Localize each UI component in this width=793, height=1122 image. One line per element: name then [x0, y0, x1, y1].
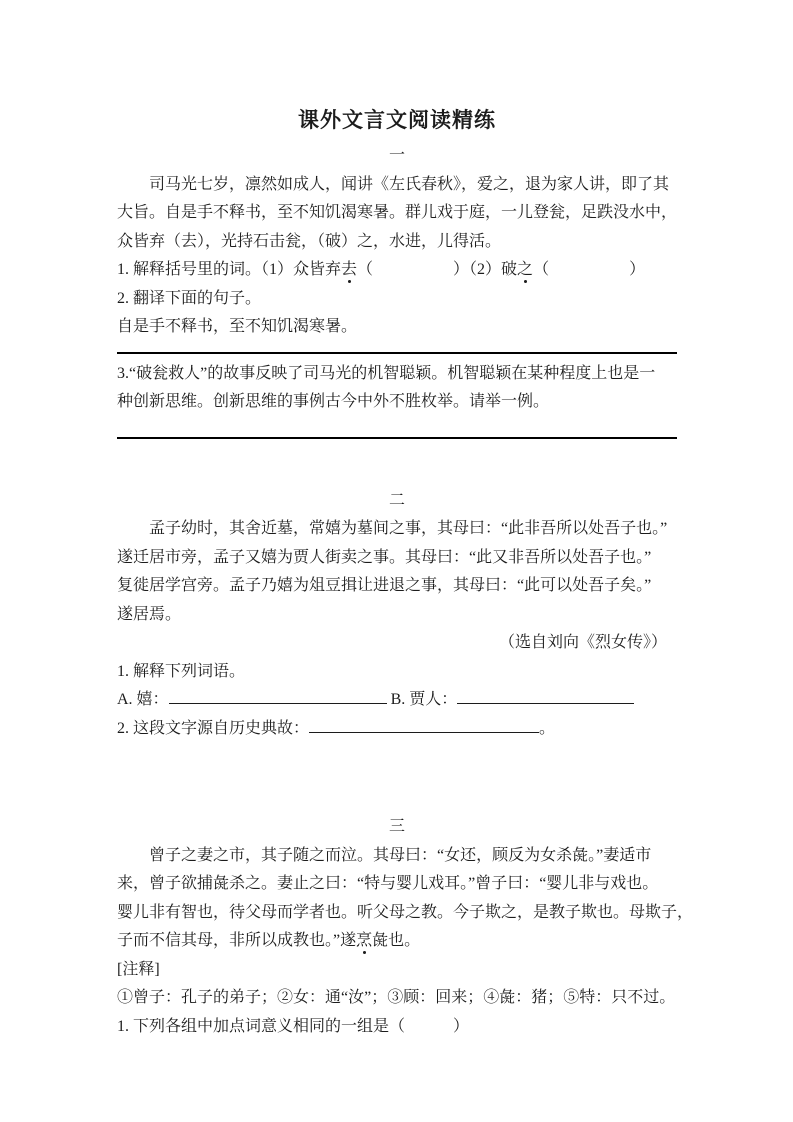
question-text: （ ）（2）破 — [357, 261, 518, 278]
paragraph-line: 遂居焉。 — [117, 605, 182, 623]
question-line: 种创新思维。创新思维的事例古今中外不胜枚举。请举一例。 — [117, 393, 550, 410]
blank-label-b: B. 贾人： — [390, 691, 458, 708]
section-one-marker: 一 — [388, 147, 405, 164]
paragraph-text: 子而不信其母，非所以成教也。”遂 — [117, 932, 357, 949]
page-title: 课外文言文阅读精练 — [298, 108, 496, 132]
sentence-to-translate: 自是手不释书，至不知饥渴寒暑。 — [117, 318, 358, 335]
question-line-translate: 2. 翻译下面的句子。 — [117, 289, 262, 307]
paragraph-line: 众皆弃（去），光持石击瓮，（破）之，水进，儿得活。 — [117, 232, 502, 250]
emphasis-dot-char: 烹 — [356, 932, 373, 949]
divider-rule — [117, 437, 677, 439]
fill-in-blank-line — [117, 715, 677, 744]
divider-rule — [117, 352, 677, 354]
question-line-multiple-choice: 1. 下列各组中加点词意义相同的一组是（ ） — [117, 1017, 470, 1035]
paragraph-line: 大旨。自是手不释书，至不知饥渴寒暑。群儿戏于庭，一儿登瓮，足跌没水中， — [117, 204, 678, 221]
source-attribution: （选自刘向《烈女传》） — [498, 634, 667, 651]
notes-line: ①曾子：孔子的弟子；②女：通“汝”；③顾：回来；④彘：猪；⑤特：只不过。 — [117, 989, 676, 1006]
emphasis-dot-char: 去 — [341, 261, 358, 278]
answer-blank — [309, 717, 539, 733]
question-line-explain-terms: 1. 解释下列词语。 — [117, 662, 246, 680]
paragraph-line: 复徙居学宫旁。孟子乃嬉为俎豆揖让进退之事，其母曰：“此可以处吾子矣。” — [117, 577, 652, 594]
paragraph-line: 来，曾子欲捕彘杀之。妻止之曰：“特与婴儿戏耳。”曾子曰：“婴儿非与戏也。 — [117, 875, 659, 892]
paragraph-text: 彘也。 — [372, 932, 421, 949]
answer-blank — [169, 688, 387, 704]
paragraph-line: 司马光七岁，凛然如成人，闻讲《左氏春秋》，爱之，退为家人讲，即了其 — [149, 175, 670, 193]
period-mark: 。 — [539, 719, 556, 737]
paragraph-line — [117, 927, 677, 956]
paragraph-line: 遂迁居市旁，孟子又嬉为贾人街卖之事。其母曰：“此又非吾所以处吾子也。” — [117, 548, 652, 566]
paragraph-line: 婴儿非有智也，待父母而学者也。听父母之教。今子欺之，是教子欺也。母欺子， — [117, 903, 694, 921]
fill-in-blank-line — [117, 686, 677, 715]
notes-header: [注释] — [117, 960, 160, 978]
section-three-marker: 三 — [388, 818, 405, 835]
blank-label-a: A. 嬉： — [117, 691, 169, 708]
question-text: 2. 这段文字源自历史典故： — [117, 719, 310, 737]
question-text: 1. 解释括号里的词。（1）众皆弃 — [117, 261, 342, 278]
paragraph-line: 曾子之妻之市，其子随之而泣。其母曰：“女还，顾反为女杀彘。”妻适市 — [149, 846, 652, 864]
question-line-explain-words — [117, 256, 677, 285]
section-two-marker: 二 — [388, 491, 405, 509]
emphasis-dot-char: 之 — [517, 261, 534, 278]
question-text: （ ） — [533, 261, 646, 278]
question-block — [117, 360, 677, 417]
answer-blank — [457, 688, 634, 704]
question-line: 3.“破瓮救人”的故事反映了司马光的机智聪颖。机智聪颖在某种程度上也是一 — [117, 364, 656, 382]
paragraph-line: 孟子幼时，其舍近墓，常嬉为墓间之事，其母曰：“此非吾所以处吾子也。” — [149, 520, 668, 537]
